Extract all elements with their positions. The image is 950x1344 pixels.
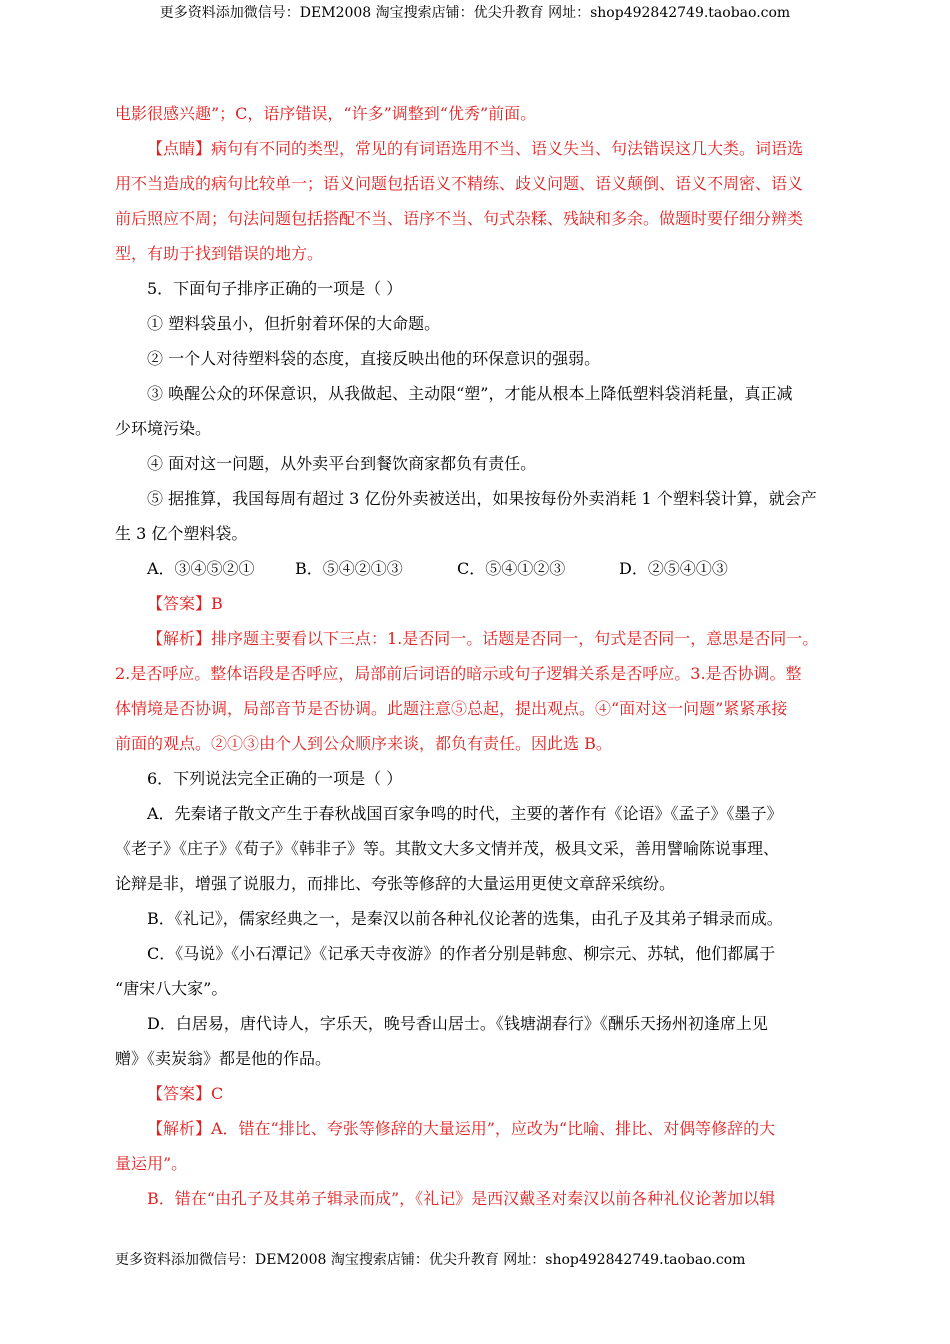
q6-explanation-3: B．错在“由孔子及其弟子辑录而成”，《礼记》是西汉戴圣对秦汉以前各种礼仪论著加以辑 (147, 1189, 776, 1208)
q5-answer: 【答案】B (147, 594, 223, 613)
q6-option-c-1: C．《马说》《小石潭记》《记承天寺夜游》的作者分别是韩愈、柳宗元、苏轼，他们都属于 (147, 944, 776, 963)
q5-options (115, 551, 837, 586)
tip-line-4: 型，有助于找到错误的地方。 (115, 244, 324, 263)
q6-explanation-1: 【解析】A．错在“排比、夸张等修辞的大量运用”，应改为“比喻、排比、对偶等修辞的大 (147, 1119, 776, 1138)
q5-sentence-3: ③ 唤醒公众的环保意识，从我做起、主动限“塑”，才能从根本上降低塑料袋消耗量，真正减 (147, 384, 793, 403)
tip-line-1: 【点睛】病句有不同的类型，常见的有词语选用不当、语义失当、句法错误这几大类。词语选 (147, 139, 804, 158)
q5-explanation-1: 【解析】排序题主要看以下三点：1.是否同一。话题是否同一，句式是否同一，意思是否同一。 (147, 629, 819, 648)
prev-answer-continuation: 电影很感兴趣”；C，语序错误，“许多”调整到“优秀”前面。 (115, 104, 537, 123)
q5-sentence-3-cont: 少环境污染。 (115, 419, 212, 438)
q6-option-a-2: 《老子》《庄子》《荀子》《韩非子》等。其散文大多文情并茂，极具文采，善用譬喻陈说事理、 (115, 839, 780, 858)
q5-stem: 5．下面句子排序正确的一项是（ ） (147, 279, 403, 298)
page-header: 更多资料添加微信号：DEM2008 淘宝搜索店铺：优尖升教育 网址：shop492842749.taobao.com (159, 5, 791, 21)
q5-explanation-2: 2.是否呼应。整体语段是否呼应，局部前后词语的暗示或句子逻辑关系是否呼应。3.是否协调。整 (115, 664, 802, 683)
q6-stem: 6．下列说法完全正确的一项是（ ） (147, 769, 403, 788)
tip-line-3: 前后照应不周；句法问题包括搭配不当、语序不当、句式杂糅、残缺和多余。做题时要仔细分辨类 (115, 209, 804, 228)
q5-sentence-4: ④ 面对这一问题，从外卖平台到餐饮商家都负有责任。 (147, 454, 537, 473)
q5-sentence-5: ⑤ 据推算，我国每周有超过 3 亿份外卖被送出，如果按每份外卖消耗 1 个塑料袋计算，就会产 (147, 489, 817, 508)
q6-option-a-1: A．先秦诸子散文产生于春秋战国百家争鸣的时代，主要的著作有《论语》《孟子》《墨子》 (147, 804, 783, 823)
q5-explanation-4: 前面的观点。②①③由个人到公众顺序来谈，都负有责任。因此选 B。 (115, 734, 612, 753)
q6-option-a-3: 论辩是非，增强了说服力，而排比、夸张等修辞的大量运用更使文章辞采缤纷。 (115, 874, 676, 893)
q5-option-d: D．②⑤④①③ (619, 559, 728, 578)
q5-option-c: C．⑤④①②③ (457, 559, 566, 578)
q6-option-d-1: D．白居易，唐代诗人，字乐天，晚号香山居士。《钱塘湖春行》《酬乐天扬州初逢席上见 (147, 1014, 768, 1033)
q6-option-c-2: “唐宋八大家”。 (115, 979, 228, 998)
q5-option-a: A．③④⑤②① (147, 559, 255, 578)
q5-sentence-2: ② 一个人对待塑料袋的态度，直接反映出他的环保意识的强弱。 (147, 349, 601, 368)
q5-sentence-1: ① 塑料袋虽小，但折射着环保的大命题。 (147, 314, 441, 333)
q5-explanation-3: 体情境是否协调，局部音节是否协调。此题注意⑤总起，提出观点。④“面对这一问题”紧紧承接 (115, 699, 788, 718)
document-body (115, 96, 837, 1216)
tip-line-2: 用不当造成的病句比较单一；语义问题包括语义不精练、歧义问题、语义颠倒、语义不周密、语义 (115, 174, 804, 193)
q6-option-d-2: 赠》《卖炭翁》都是他的作品。 (115, 1049, 332, 1068)
q6-answer: 【答案】C (147, 1084, 224, 1103)
page-footer: 更多资料添加微信号：DEM2008 淘宝搜索店铺：优尖升教育 网址：shop492842749.taobao.com (115, 1252, 746, 1268)
q5-option-b: B．⑤④②①③ (295, 559, 403, 578)
q5-sentence-5-cont: 生 3 亿个塑料袋。 (115, 524, 248, 543)
q6-option-b: B．《礼记》，儒家经典之一，是秦汉以前各种礼仪论著的选集，由孔子及其弟子辑录而成。 (147, 909, 783, 928)
q6-explanation-2: 量运用”。 (115, 1154, 188, 1173)
